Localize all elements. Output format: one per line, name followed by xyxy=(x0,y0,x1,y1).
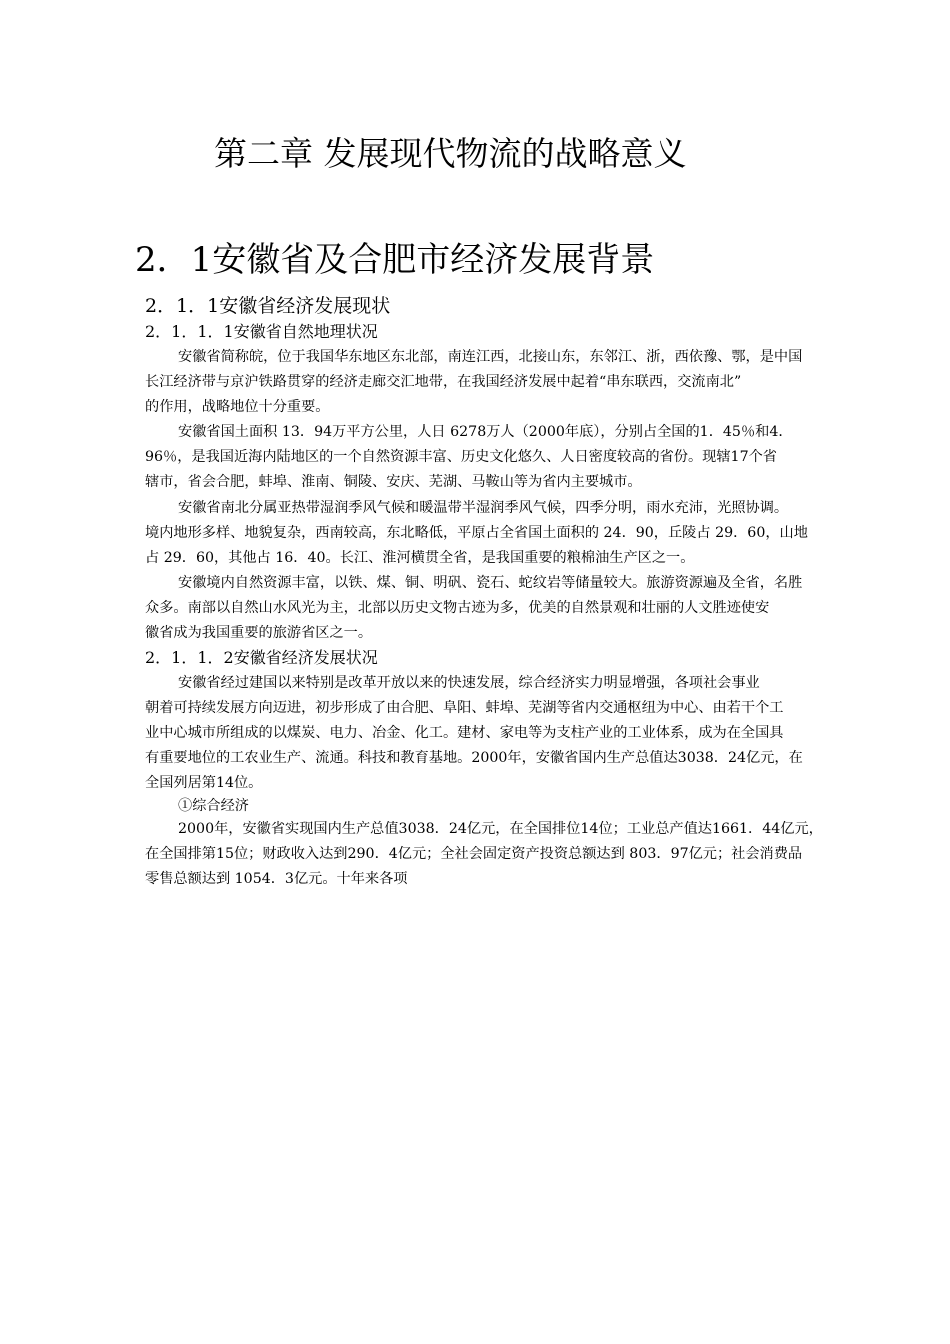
paragraph-line: 2000年，安徽省实现国内生产总值3038．24亿元，在全国排位14位；工业总产值达1661．44亿元， xyxy=(178,821,823,837)
chapter-title: 第二章 发展现代物流的战略意义 xyxy=(214,134,687,173)
paragraph-natural-resources xyxy=(145,571,865,646)
paragraph-line: 朝着可持续发展方向迈进，初步形成了由合肥、阜阳、蚌埠、芜湖等省内交通枢纽为中心、由若干个工 xyxy=(145,700,784,716)
paragraph-line: 安徽省国土面积 13．94万平方公里，人日 6278万人（2000年底），分别占全国的1．45％和4． xyxy=(178,424,793,440)
paragraph-line: 境内地形多样、地貌复杂，西南较高，东北略低，平原占全省国土面积的 24．90，丘陵占 29．60，山地 xyxy=(145,525,808,541)
paragraph-line: 的作用，战略地位十分重要。 xyxy=(145,399,330,415)
paragraph-line: 业中心城市所组成的以煤炭、电力、冶金、化工。建材、家电等为支柱产业的工业体系，成为在全国具 xyxy=(145,725,784,741)
paragraph-line: 安徽省简称皖，位于我国华东地区东北部，南连江西，北接山东，东邻江、浙，西依豫、鄂，是中国 xyxy=(178,349,803,365)
paragraph-economic-figures xyxy=(145,817,865,892)
paragraph-line: 辖市，省会合肥，蚌埠、淮南、铜陵、安庆、芜湖、马鞍山等为省内主要城市。 xyxy=(145,474,642,490)
section-title: 2．1安徽省及合肥市经济发展背景 xyxy=(135,240,655,280)
paragraph-line: 众多。南部以自然山水风光为主，北部以历史文物古迹为多，优美的自然景观和壮丽的人文胜迹使安 xyxy=(145,600,770,616)
paragraph-line: 零售总额达到 1054．3亿元。十年来各项 xyxy=(145,871,408,887)
paragraph-climate-terrain xyxy=(145,496,865,571)
paragraph-line: 有重要地位的工农业生产、流通。科技和教育基地。2000年，安徽省国内生产总值达3038．24亿元，在 xyxy=(145,750,803,766)
paragraph-area-population xyxy=(145,420,865,495)
paragraph-line: 在全国排第15位；财政收入达到290．4亿元；全社会固定资产投资总额达到 803．97亿元；社会消费品 xyxy=(145,846,803,862)
paragraph-line: 安徽省经过建国以来特别是改革开放以来的快速发展，综合经济实力明显增强，各项社会事业 xyxy=(178,675,760,691)
paragraph-economic-development xyxy=(145,671,865,796)
paragraph-overview xyxy=(145,345,865,420)
paragraph-line: 安徽省南北分属亚热带湿润季风气候和暖温带半湿润季风气候，四季分明，雨水充沛，光照协调。 xyxy=(178,500,789,516)
subsubsection-title-natural-geography: 2．1．1．1安徽省自然地理状况 xyxy=(145,322,378,341)
paragraph-line: 长江经济带与京沪铁路贯穿的经济走廊交汇地带，在我国经济发展中起着“串东联西，交流南北” xyxy=(145,374,742,390)
paragraph-line: 全国列居第14位。 xyxy=(145,775,263,791)
paragraph-line: 占 29．60，其他占 16．40。长江、淮河横贯全省，是我国重要的粮棉油生产区之一。 xyxy=(145,550,695,566)
list-item-label: ①综合经济 xyxy=(178,798,249,814)
paragraph-line: 安徽境内自然资源丰富，以铁、煤、铜、明矾、瓷石、蛇纹岩等储量较大。旅游资源遍及全省，名胜 xyxy=(178,575,803,591)
paragraph-line: 徽省成为我国重要的旅游省区之一。 xyxy=(145,625,373,641)
subsubsection-title-economy: 2．1．1．2安徽省经济发展状况 xyxy=(145,648,378,667)
list-item-comprehensive-economy xyxy=(145,794,865,819)
paragraph-line: 96％，是我国近海内陆地区的一个自然资源丰富、历史文化悠久、人日密度较高的省份。现辖17个省 xyxy=(145,449,777,465)
subsection-title: 2．1．1安徽省经济发展现状 xyxy=(145,295,391,317)
